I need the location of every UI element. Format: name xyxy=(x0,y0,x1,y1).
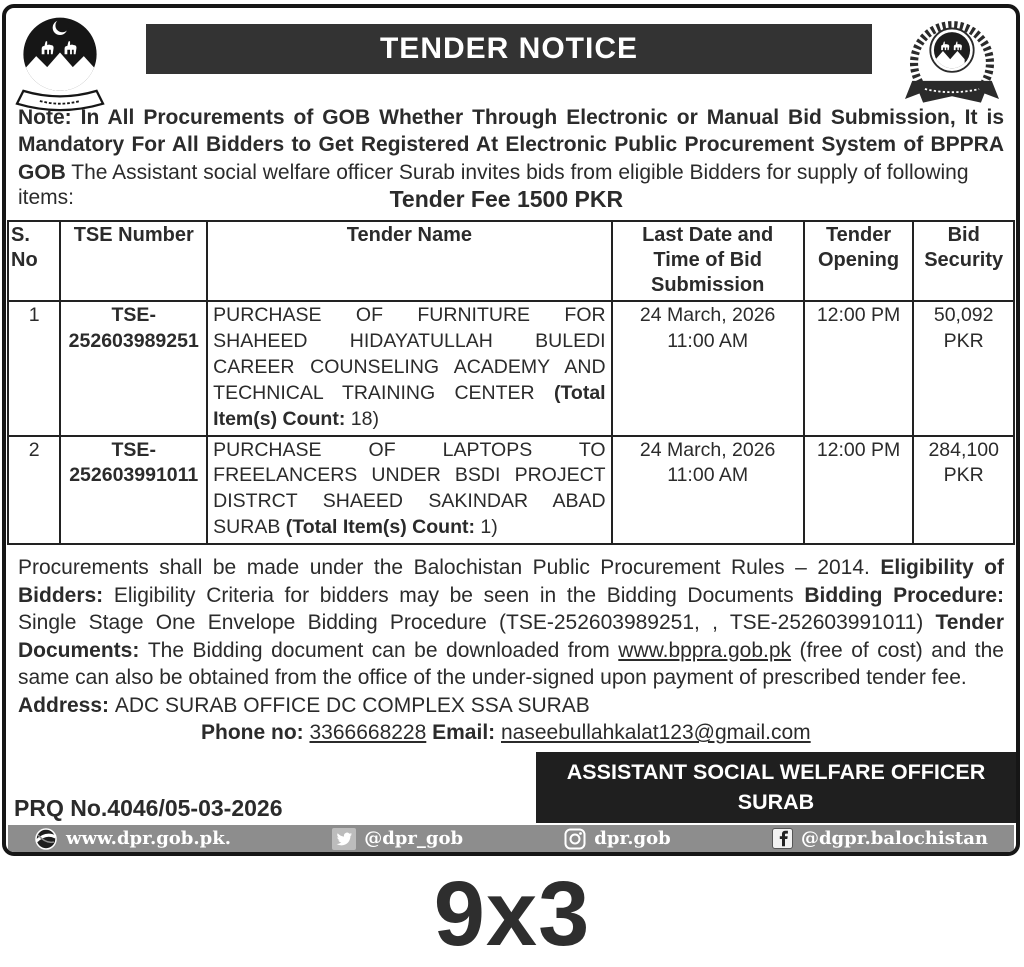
phone-link[interactable]: 3366668228 xyxy=(309,721,427,745)
col-tse: TSE Number xyxy=(60,221,207,301)
tender-fee: Tender Fee 1500 PKR xyxy=(389,185,624,212)
contact-line xyxy=(201,719,1004,747)
notice-frame xyxy=(2,4,1020,856)
footer-website[interactable]: www.dpr.gob.pk. xyxy=(34,827,231,851)
row-tse: TSE-252603991011 xyxy=(69,438,199,487)
facebook-icon xyxy=(772,828,793,849)
phone-label: Phone no: xyxy=(201,721,310,745)
ad-size-label: 9x3 xyxy=(433,863,591,965)
row-last-date: 24 March, 2026 11:00 AM xyxy=(612,436,804,545)
items-label: items: xyxy=(18,185,75,209)
row-opening: 12:00 PM xyxy=(804,436,914,545)
row-tse: TSE-252603989251 xyxy=(68,303,199,352)
row-opening: 12:00 PM xyxy=(804,301,914,436)
address-value: ADC SURAB OFFICE DC COMPLEX SSA SURAB xyxy=(114,693,590,717)
table-row xyxy=(8,436,1014,545)
twitter-icon xyxy=(332,828,356,850)
item-count-value: 18) xyxy=(350,407,379,430)
officer-location: SURAB xyxy=(737,789,815,814)
globe-icon xyxy=(34,827,58,851)
bottom-section xyxy=(6,747,1016,823)
prq-number: PRQ No.4046/05-03-2026 xyxy=(14,795,283,821)
table-header-row xyxy=(8,221,1014,301)
item-count-label: (Total Item(s) Count: xyxy=(285,516,475,539)
bppra-link[interactable]: www.bppra.gob.pk xyxy=(618,638,792,662)
footer-facebook[interactable]: @dgpr.balochistan xyxy=(772,828,988,849)
email-link[interactable]: naseebullahkalat123@gmail.com xyxy=(501,721,811,745)
eligibility-label: Eligibility of Bidders: xyxy=(18,556,1005,607)
items-fee-row xyxy=(18,186,1004,216)
terms-section xyxy=(18,554,1004,747)
instagram-icon xyxy=(564,828,586,850)
col-opening: Tender Opening xyxy=(804,221,914,301)
footer-twitter[interactable]: @dpr_gob xyxy=(332,828,463,850)
col-security: Bid Security xyxy=(913,221,1014,301)
table-row xyxy=(8,301,1014,436)
row-security: 284,100 PKR xyxy=(913,436,1014,545)
note-paragraph xyxy=(18,104,1004,186)
address-label: Address: xyxy=(18,693,115,717)
email-label: Email: xyxy=(426,721,501,745)
signature-box xyxy=(536,752,1016,823)
row-tender-name: PURCHASE OF FURNITURE FOR SHAHEED HIDAYATULLAH BULEDI CAREER COUNSELING ACADEMY AND TECHNICAL TRAINING CENTER (Total Item(s) Count: 18) xyxy=(207,301,611,436)
col-lastdate: Last Date and Time of Bid Submission xyxy=(612,221,804,301)
footer-bar xyxy=(8,825,1014,852)
item-count-value: 1) xyxy=(480,516,498,539)
tender-table xyxy=(7,220,1015,545)
row-sno: 2 xyxy=(8,436,60,545)
item-count-label: (Total Item(s) Count: xyxy=(213,381,606,430)
col-sno: S. No xyxy=(8,221,60,301)
documents-label: Tender Documents: xyxy=(18,611,1004,662)
page-title: TENDER NOTICE xyxy=(379,32,638,65)
row-security: 50,092 PKR xyxy=(913,301,1014,436)
address-line xyxy=(18,692,1004,720)
officer-title: ASSISTANT SOCIAL WELFARE OFFICER xyxy=(566,759,986,784)
notice-header xyxy=(6,8,1016,102)
col-name: Tender Name xyxy=(207,221,611,301)
note-regular-text: The Assistant social welfare officer Surab invites bids from eligible Bidders for supply of following xyxy=(65,160,969,184)
note-bold-text: Note: In All Procurements of GOB Whether Through Electronic or Manual Bid Submission, It is Mandatory For All Bidders to Get Registered At Electronic Public Procurement System of BPPRA GOB xyxy=(18,106,1004,184)
row-tender-name: PURCHASE OF LAPTOPS TO FREELANCERS UNDER BSDI PROJECT DISTRCT SHAEED SAKINDAR ABAD SURAB (Total Item(s) Count: 1) xyxy=(207,436,611,545)
notice-title-bar xyxy=(146,24,872,74)
footer-instagram[interactable]: dpr.gob xyxy=(564,828,670,850)
procedure-label: Bidding Procedure: xyxy=(804,583,1004,607)
social-welfare-emblem-icon xyxy=(896,14,1008,113)
row-sno: 1 xyxy=(8,301,60,436)
terms-paragraph: Procurements shall be made under the Balochistan Public Procurement Rules – 2014. Eligibility of Bidders: Eligibility Criteria for bidders may be seen in the Bidding Documents Bidding Procedure: Single Stage One Envelope Bidding Procedure (TSE-252603989251, , TSE-252603991011) Tender Documents: The Bidding document can be downloaded from www.bppra.gob.pk (free of cost) and the same can also be obtained from the office of the under-signed upon payment of prescribed tender fee. xyxy=(18,556,1005,690)
row-last-date: 24 March, 2026 11:00 AM xyxy=(612,301,804,436)
